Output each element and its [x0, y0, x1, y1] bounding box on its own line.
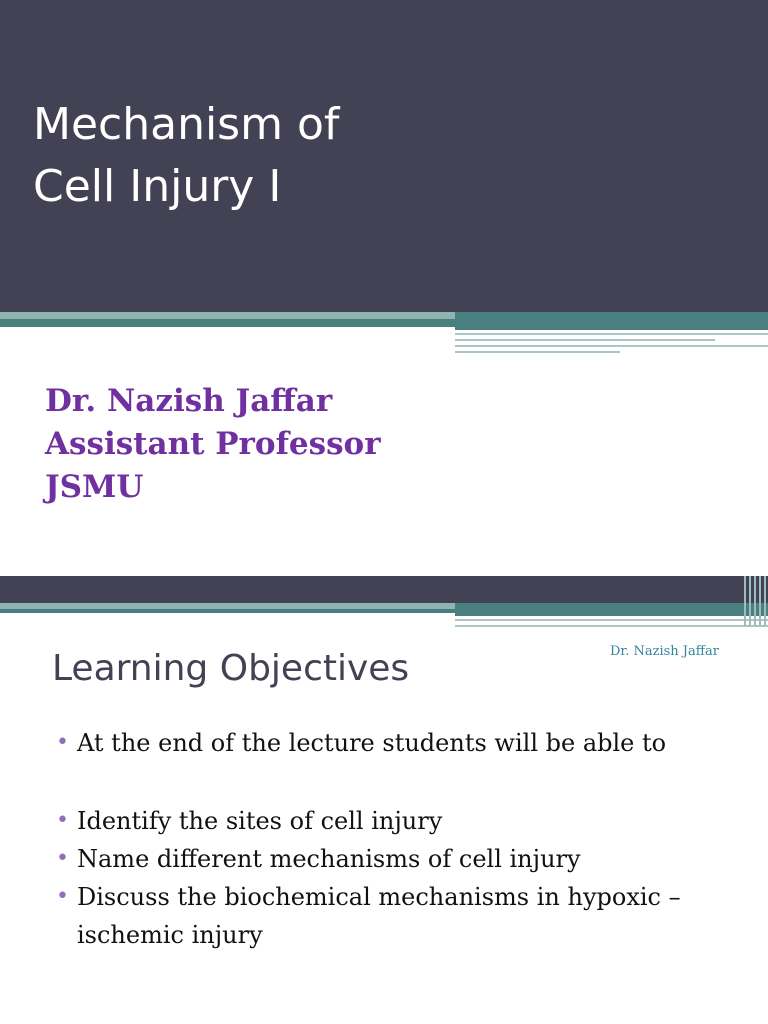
decorative-line — [455, 339, 715, 341]
decorative-vertical-line — [754, 576, 756, 626]
list-item — [55, 802, 735, 840]
bullet-marker: • — [56, 730, 69, 755]
objectives-list — [55, 724, 735, 954]
list-item — [55, 724, 735, 762]
decorative-teal-band-dark — [0, 609, 455, 613]
slide-title — [33, 94, 339, 218]
author-institution: JSMU — [45, 469, 144, 505]
author-block — [45, 380, 381, 509]
slide-title-line-2: Cell Injury I — [33, 161, 282, 212]
decorative-teal-band-right — [455, 603, 768, 616]
author-name: Dr. Nazish Jaffar — [45, 383, 333, 419]
title-slide-header-band — [0, 0, 768, 312]
decorative-vertical-line — [759, 576, 761, 626]
decorative-line — [455, 619, 768, 621]
decorative-vertical-line — [764, 576, 766, 626]
bullet-marker: • — [56, 846, 69, 871]
list-item — [55, 878, 735, 954]
decorative-line — [455, 345, 768, 347]
objectives-slide-header-band — [0, 576, 768, 603]
list-item — [55, 840, 735, 878]
decorative-line — [455, 333, 768, 335]
slide-heading: Learning Objectives — [52, 648, 410, 689]
slide-title-line-1: Mechanism of — [33, 99, 340, 150]
objectives-slide — [0, 576, 768, 1024]
decorative-line — [455, 351, 620, 353]
bullet-marker: • — [56, 884, 69, 909]
decorative-teal-band-dark — [0, 319, 455, 327]
decorative-teal-band-right — [455, 312, 768, 330]
decorative-line — [455, 625, 768, 627]
list-item-text: Identify the sites of cell injury — [77, 807, 443, 835]
author-position: Assistant Professor — [45, 426, 381, 462]
decorative-vertical-line — [744, 576, 746, 626]
list-item-text: Discuss the biochemical mechanisms in hypoxic –ischemic injury — [77, 883, 681, 949]
list-item-text: At the end of the lecture students will be able to — [77, 729, 667, 757]
list-item-text: Name different mechanisms of cell injury — [77, 845, 581, 873]
decorative-vertical-line — [749, 576, 751, 626]
footer-author: Dr. Nazish Jaffar — [610, 644, 719, 659]
bullet-marker: • — [56, 808, 69, 833]
